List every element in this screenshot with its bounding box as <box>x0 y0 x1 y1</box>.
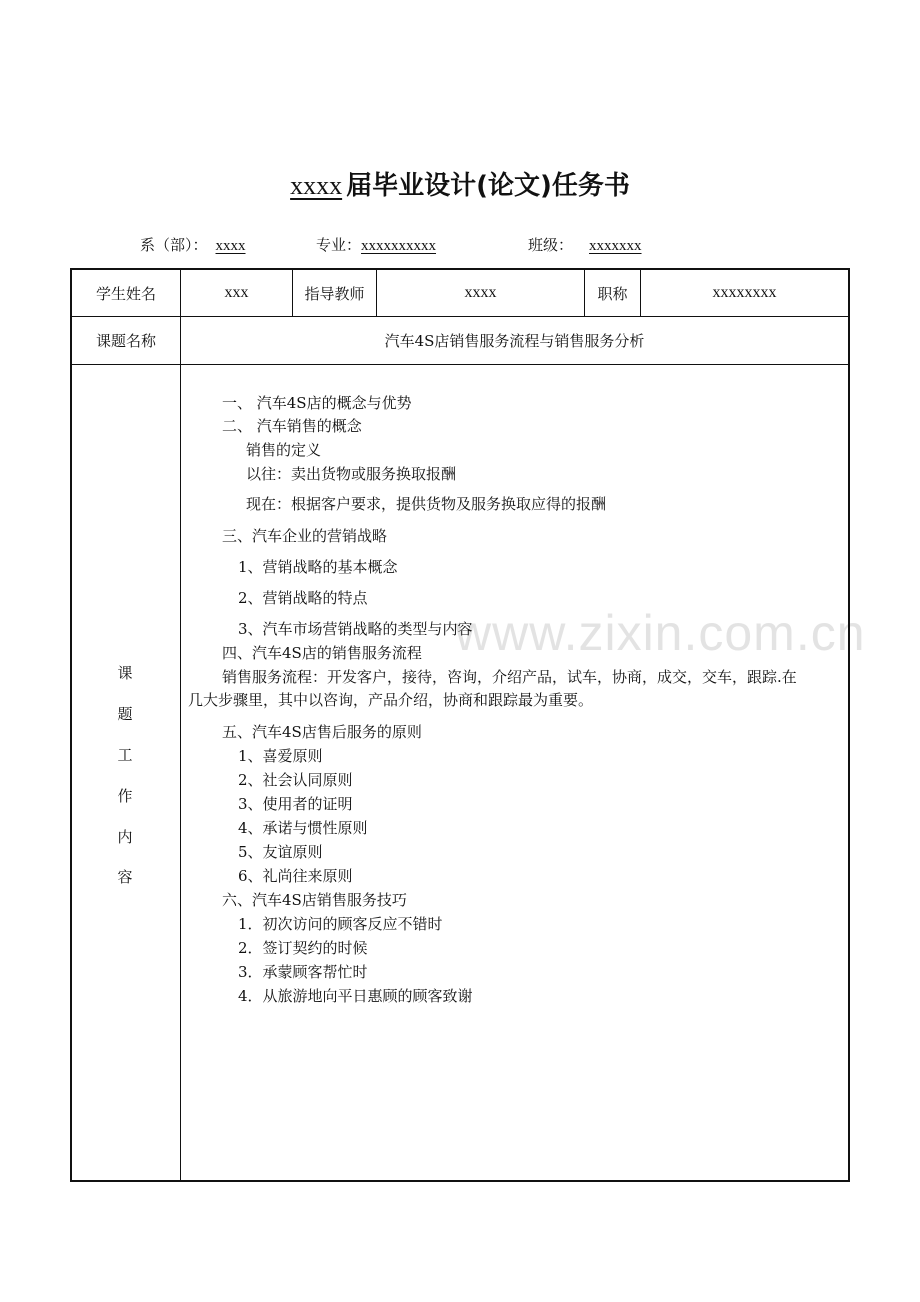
content-line: 4、承诺与惯性原则 <box>238 819 368 837</box>
class-value: xxxxxxx <box>589 238 642 254</box>
student-name-value: xxx <box>224 284 249 301</box>
content-heading: 一、 汽车4S店的概念与优势 <box>222 394 412 412</box>
major-field <box>316 232 436 259</box>
content-line: 2、营销战略的特点 <box>238 589 368 607</box>
content-line: 4．从旅游地向平日惠顾的顾客致谢 <box>238 987 473 1005</box>
content-paragraph: 几大步骤里，其中以咨询，产品介绍，协商和跟踪最为重要。 <box>188 691 594 709</box>
work-label-char: 容 <box>117 868 133 886</box>
content-heading: 二、 汽车销售的概念 <box>222 417 362 435</box>
content-line: 1、营销战略的基本概念 <box>238 558 398 576</box>
rank-value: xxxxxxxx <box>712 284 777 301</box>
major-value: xxxxxxxxxx <box>361 238 437 254</box>
title-text: 届毕业设计(论文)任务书 <box>346 171 630 201</box>
content-line: 5、友谊原则 <box>238 843 323 861</box>
column-divider <box>180 268 181 1182</box>
work-label-char: 作 <box>117 787 133 805</box>
advisor-value: xxxx <box>464 284 497 301</box>
content-line: 以往：卖出货物或服务换取报酬 <box>246 465 457 483</box>
major-label: 专业： <box>316 236 362 254</box>
document-title <box>0 166 920 206</box>
work-label-char: 内 <box>117 828 133 846</box>
advisor-label: 指导教师 <box>304 284 365 303</box>
class-field <box>528 232 646 259</box>
student-name-label: 学生姓名 <box>95 284 156 303</box>
content-line: 销售的定义 <box>246 441 322 459</box>
content-line: 现在：根据客户要求，提供货物及服务换取应得的报酬 <box>246 495 607 513</box>
topic-value: 汽车4S店销售服务流程与销售服务分析 <box>384 332 645 350</box>
work-label-char: 课 <box>117 664 133 682</box>
row-divider <box>70 364 850 365</box>
work-label-char: 题 <box>117 705 133 723</box>
content-heading: 四、汽车4S店的销售服务流程 <box>222 644 422 662</box>
content-line: 3、使用者的证明 <box>238 795 353 813</box>
dept-field <box>140 232 254 259</box>
content-line: 1．初次访问的顾客反应不错时 <box>238 915 443 933</box>
content-line: 2．签订契约的时候 <box>238 939 368 957</box>
watermark: www.zixin.com.cn <box>455 605 866 661</box>
content-paragraph: 销售服务流程：开发客户，接待，咨询，介绍产品，试车，协商，成交，交车，跟踪.在 <box>222 668 797 686</box>
content-line: 3．承蒙顾客帮忙时 <box>238 963 368 981</box>
content-heading: 五、汽车4S店售后服务的原则 <box>222 723 422 741</box>
content-line: 6、礼尚往来原则 <box>238 867 353 885</box>
rank-label: 职称 <box>597 284 628 303</box>
title-year-field: xxxx <box>290 171 343 200</box>
work-label-char: 工 <box>117 746 133 764</box>
dept-label: 系（部）： <box>140 236 208 254</box>
class-label: 班级： <box>528 236 574 254</box>
content-line: 3、汽车市场营销战略的类型与内容 <box>238 620 473 638</box>
task-table <box>70 268 850 1182</box>
topic-label: 课题名称 <box>95 332 156 350</box>
content-heading: 六、汽车4S店销售服务技巧 <box>222 891 407 909</box>
content-heading: 三、汽车企业的营销战略 <box>222 527 388 545</box>
content-line: 1、喜爱原则 <box>238 747 323 765</box>
dept-value: xxxx <box>215 238 246 254</box>
content-line: 2、社会认同原则 <box>238 771 353 789</box>
